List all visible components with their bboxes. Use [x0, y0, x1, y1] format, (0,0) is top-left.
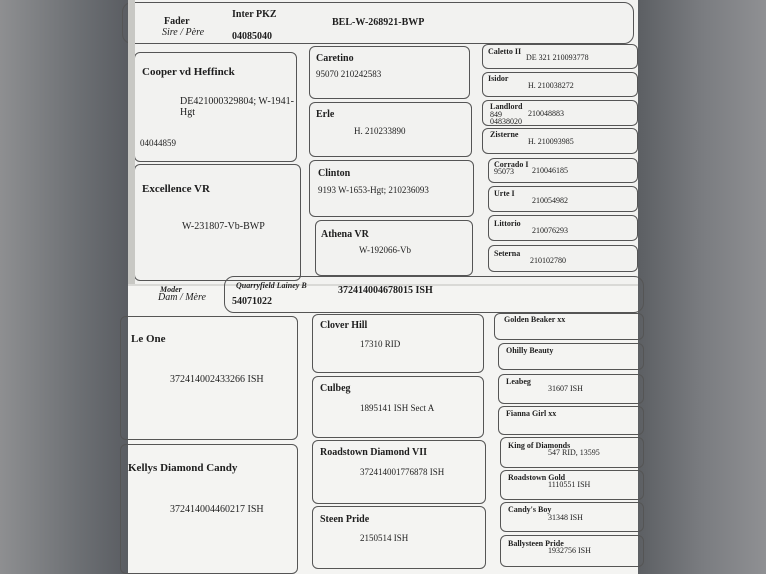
grandparent-reg: 95070 210242583	[316, 69, 382, 79]
great-grandparent-reg: 1932756 ISH	[548, 546, 591, 555]
grandparent-name: Clinton	[318, 168, 351, 179]
sire-label: Fader	[164, 16, 190, 27]
great-grandparent-name: Zisterne	[490, 130, 519, 139]
great-grandparent-name: Caletto II	[488, 47, 522, 56]
dam-sublabel: Dam / Mère	[158, 292, 206, 303]
grandparent-reg: H. 210233890	[354, 126, 406, 136]
sheet-edge-stripe	[128, 0, 135, 290]
sire-number: 04085040	[232, 31, 272, 42]
great-grandparent-reg: 31607 ISH	[548, 384, 583, 393]
great-grandparent-name: Fianna Girl xx	[506, 409, 557, 418]
parent-name: Excellence VR	[142, 183, 210, 195]
great-grandparent-name: Corrado I	[494, 160, 529, 169]
grandparent-name: Roadstown Diamond VII	[320, 447, 428, 458]
grandparent-reg: 2150514 ISH	[360, 533, 409, 543]
parent-name: Kellys Diamond Candy	[128, 462, 238, 474]
grandparent-reg: 372414001776878 ISH	[360, 467, 445, 477]
grandparent-reg: 9193 W-1653-Hgt; 210236093	[318, 185, 429, 195]
great-grandparent-reg: 210102780	[530, 256, 566, 265]
great-grandparent-reg: 210054982	[532, 196, 568, 205]
great-grandparent-name: Candy's Boy	[508, 505, 552, 514]
great-grandparent-reg: 210076293	[532, 226, 568, 235]
great-grandparent-reg: 849	[490, 110, 502, 119]
great-grandparent-name: Littorio	[494, 219, 521, 228]
sire-reg: BEL-W-268921-BWP	[332, 17, 425, 28]
great-grandparent-name: Isidor	[488, 74, 509, 83]
great-grandparent-name: Golden Beaker xx	[504, 315, 566, 324]
great-grandparent-name: Seterna	[494, 249, 521, 258]
grandparent-name: Caretino	[316, 53, 354, 64]
parent-name: Le One	[131, 333, 166, 345]
grandparent-reg: 1895141 ISH Sect A	[360, 403, 435, 413]
grandparent-name: Culbeg	[320, 383, 351, 394]
dam-number: 54071022	[232, 296, 272, 307]
great-grandparent-name: King of Diamonds	[508, 441, 571, 450]
dam-name: Quarryfield Lainey B	[236, 281, 307, 290]
great-grandparent-reg: 210048883	[528, 109, 564, 118]
grandparent-reg: 17310 RID	[360, 339, 401, 349]
parent-reg: DE421000329804; W-1941-	[180, 96, 294, 107]
great-grandparent-name: Ballysteen Pride	[508, 539, 564, 548]
sire-name: Inter PKZ	[232, 9, 277, 20]
parent-reg: 372414004460217 ISH	[170, 504, 264, 515]
parent-reg: Hgt	[180, 107, 195, 118]
background-right	[638, 0, 766, 574]
parent-reg: 372414002433266 ISH	[170, 374, 264, 385]
background-left	[0, 0, 128, 574]
great-grandparent-reg: H. 210038272	[528, 81, 574, 90]
dam-pedigree-sheet	[128, 281, 638, 574]
dam-label: Moder	[160, 285, 182, 294]
great-grandparent-reg: 04838020	[490, 117, 522, 126]
grandparent-name: Erle	[316, 109, 335, 120]
parent-extra: 04044859	[140, 138, 176, 148]
grandparent-name: Athena VR	[321, 229, 369, 240]
great-grandparent-name: Ohilly Beauty	[506, 346, 554, 355]
great-grandparent-reg: H. 210093985	[528, 137, 574, 146]
parent-reg: W-231807-Vb-BWP	[182, 221, 265, 232]
sire-sublabel: Sire / Père	[162, 27, 205, 38]
parent-name: Cooper vd Heffinck	[142, 66, 235, 78]
great-grandparent-reg: 95073	[494, 167, 514, 176]
great-grandparent-reg: 1110551 ISH	[548, 480, 591, 489]
dam-reg: 372414004678015 ISH	[338, 285, 433, 296]
grandparent-name: Steen Pride	[320, 514, 370, 525]
sire-pedigree-sheet	[128, 0, 638, 286]
great-grandparent-reg: 210046185	[532, 166, 568, 175]
great-grandparent-reg: DE 321 210093778	[526, 53, 589, 62]
great-grandparent-reg: 547 RID, 13595	[548, 448, 600, 457]
grandparent-name: Clover Hill	[320, 320, 368, 331]
great-grandparent-name: Leabeg	[506, 377, 531, 386]
great-grandparent-name: Roadstown Gold	[508, 473, 566, 482]
great-grandparent-reg: 31348 ISH	[548, 513, 583, 522]
great-grandparent-name: Landlord	[490, 102, 523, 111]
great-grandparent-name: Urte I	[494, 189, 515, 198]
grandparent-reg: W-192066-Vb	[359, 245, 411, 255]
